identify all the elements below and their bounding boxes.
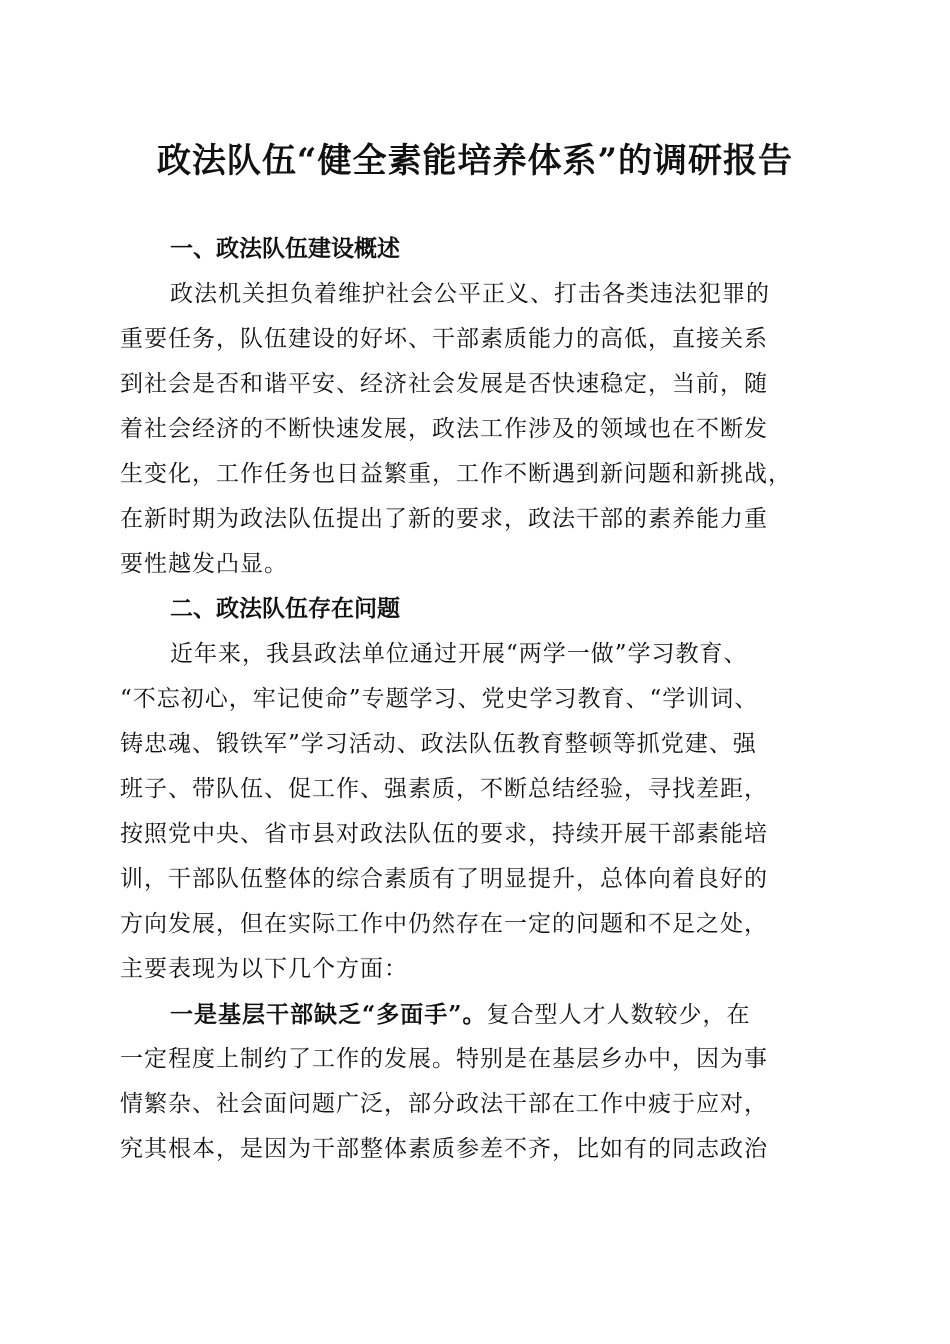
document-body [120, 227, 830, 1172]
text-line: 要性越发凸显。 [120, 551, 288, 577]
text-line: 班子、带队伍、促工作、强素质，不断总结经验，寻找差距， [120, 776, 768, 802]
text-line: 着社会经济的不断快速发展，政法工作涉及的领域也在不断发 [120, 416, 768, 442]
text-line: 情繁杂、社会面问题广泛，部分政法干部在工作中疲于应对， [120, 1091, 768, 1117]
text-line: 训，干部队伍整体的综合素质有了明显提升，总体向着良好的 [120, 866, 768, 892]
text-line: 近年来，我县政法单位通过开展“两学一做”学习教育、 [170, 641, 748, 667]
text-line: 究其根本，是因为干部整体素质参差不齐，比如有的同志政治 [120, 1136, 768, 1162]
point-lead-text: 一是基层干部缺乏“多面手”。 [170, 1001, 487, 1028]
section-heading-overview: 一、政法队伍建设概述 [170, 236, 400, 262]
text-line: 重要任务，队伍建设的好坏、干部素质能力的高低，直接关系 [120, 326, 768, 352]
text-line: 政法机关担负着维护社会公平正义、打击各类违法犯罪的 [170, 281, 770, 307]
paragraph-point-one [120, 992, 830, 1172]
text-line: 主要表现为以下几个方面： [120, 956, 408, 982]
document-title: 政法队伍“健全素能培养体系”的调研报告 [156, 141, 794, 181]
text-line: 在新时期为政法队伍提出了新的要求，政法干部的素养能力重 [120, 506, 768, 532]
text-line: 铸忠魂、锻铁军”学习活动、政法队伍教育整顿等抓党建、强 [120, 731, 757, 757]
point-text: 复合型人才人数较少，在 [486, 1002, 751, 1028]
text-line: 生变化，工作任务也日益繁重，工作不断遇到新问题和新挑战， [120, 461, 792, 487]
paragraph-overview [120, 272, 830, 587]
text-line: “不忘初心，牢记使命”专题学习、党史学习教育、“学训词、 [120, 686, 759, 712]
text-line: 按照党中央、省市县对政法队伍的要求，持续开展干部素能培 [120, 821, 768, 847]
text-line: 方向发展，但在实际工作中仍然存在一定的问题和不足之处， [120, 911, 768, 937]
section-heading-problems: 二、政法队伍存在问题 [170, 596, 400, 622]
text-line: 一定程度上制约了工作的发展。特别是在基层乡办中，因为事 [120, 1046, 768, 1072]
text-line: 到社会是否和谐平安、经济社会发展是否快速稳定，当前，随 [120, 371, 768, 397]
paragraph-problems [120, 632, 830, 992]
text-line [120, 992, 830, 1037]
